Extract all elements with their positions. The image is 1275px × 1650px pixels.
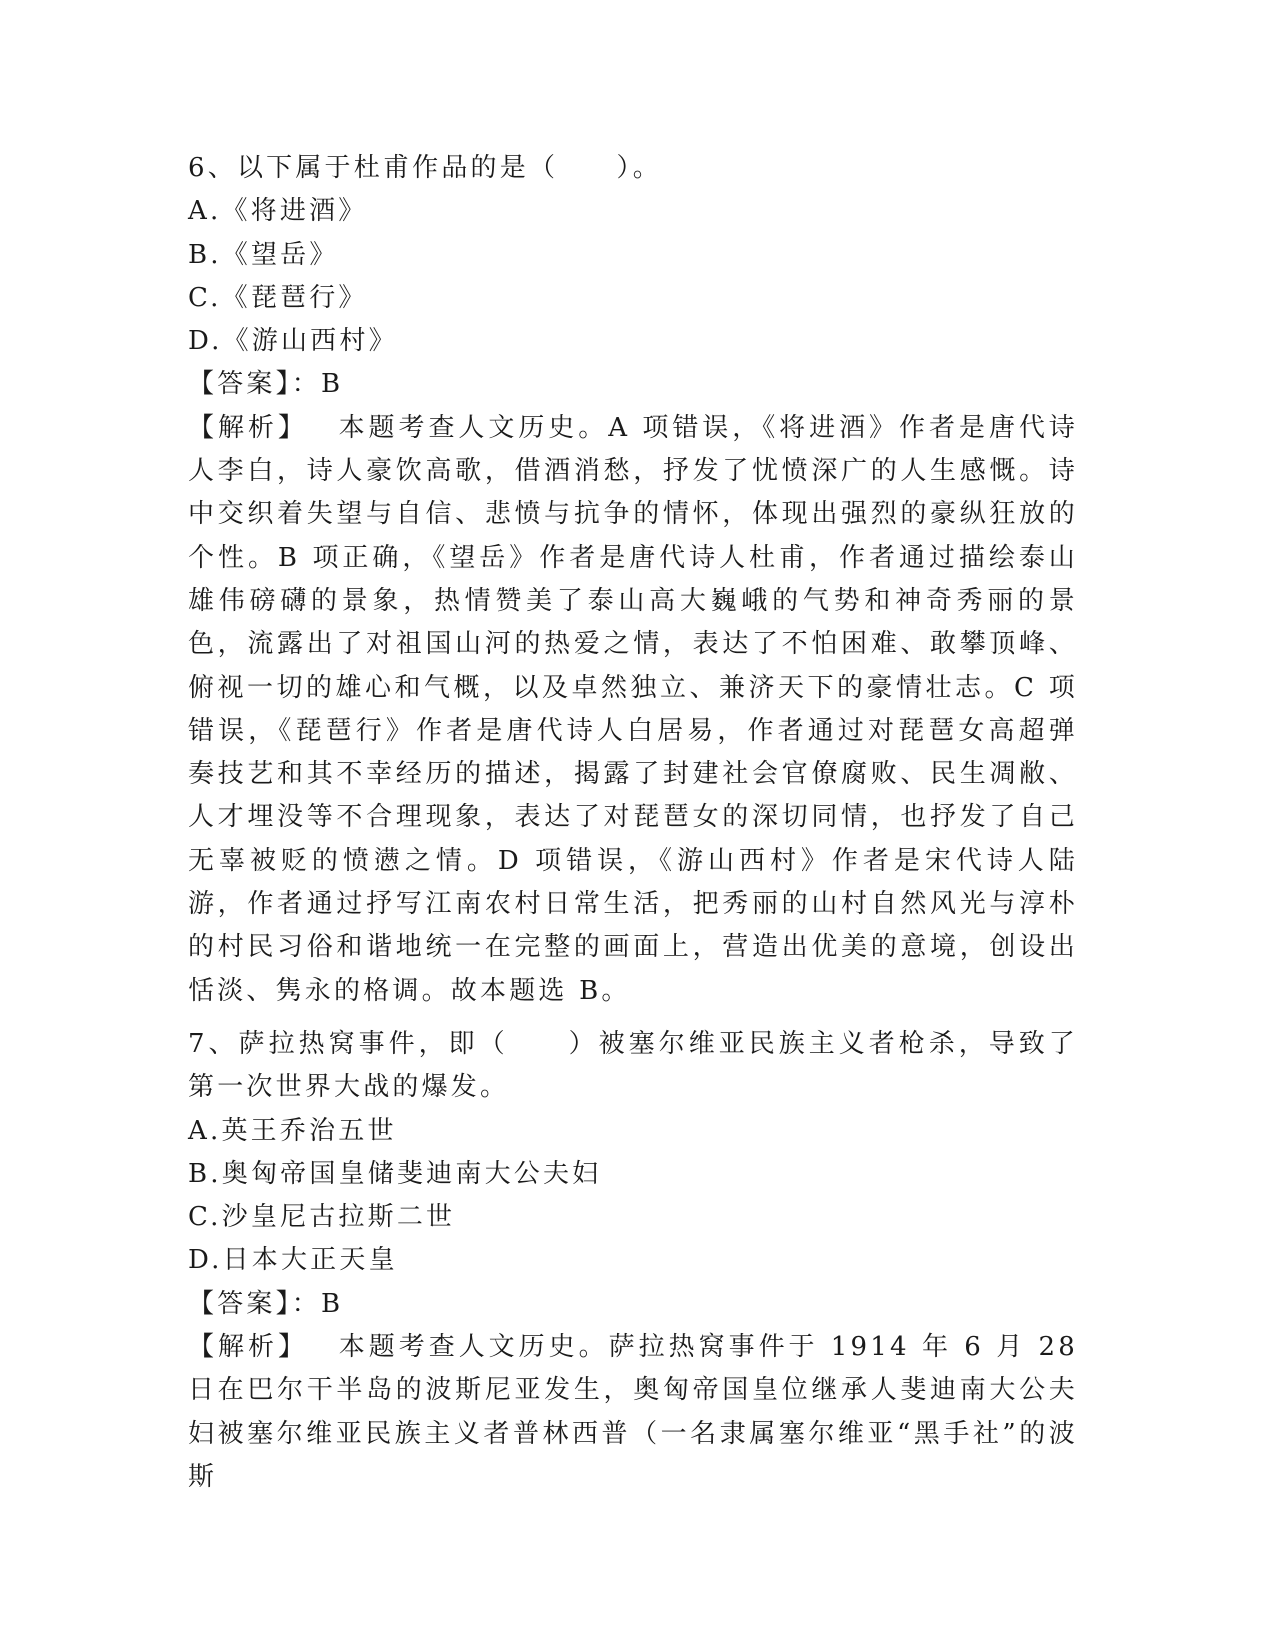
question-6 [188,147,1078,1013]
option-c: C.《琵琶行》 [188,282,368,313]
explanation [188,407,1078,1013]
explanation-label: 【解析】 [188,412,308,443]
explanation-label: 【解析】 [188,1332,308,1363]
option-d: D.日本大正天皇 [188,1245,398,1276]
explanation-text: 本题考查人文历史。A 项错误，《将进酒》作者是唐代诗人李白，诗人豪饮高歌，借酒消愁，抒发了忧愤深广的人生感慨。诗中交织着失望与自信、悲愤与抗争的情怀，体现出强烈的豪纵狂放的个性。B 项正确，《望岳》作者是唐代诗人杜甫，作者通过描绘泰山雄伟磅礴的景象，热情赞美了泰山高大巍峨的气势和神奇秀丽的景色，流露出了对祖国山河的热爱之情，表达了不怕困难、敢攀顶峰、俯视一切的雄心和气概，以及卓然独立、兼济天下的豪情壮志。C 项错误，《琵琶行》作者是唐代诗人白居易，作者通过对琵琶女高超弹奏技艺和其不幸经历的描述，揭露了封建社会官僚腐败、民生凋敝、人才埋没等不合理现象，表达了对琵琶女的深切同情，也抒发了自己无辜被贬的愤懑之情。D 项错误，《游山西村》作者是宋代诗人陆游，作者通过抒写江南农村日常生活，把秀丽的山村自然风光与淳朴的村民习俗和谐地统一在完整的画面上，营造出优美的意境，创设出恬淡、隽永的格调。故本题选 B。 [188,412,1078,1006]
question-stem: 7、萨拉热窝事件，即（ ）被塞尔维亚民族主义者枪杀，导致了第一次世界大战的爆发。 [188,1028,1078,1103]
answer-line: 【答案】：B [188,1288,344,1319]
question-stem: 6、以下属于杜甫作品的是（ ）。 [188,153,662,183]
option-b: B.《望岳》 [188,239,339,270]
option-b: B.奥匈帝国皇储斐迪南大公夫妇 [188,1158,602,1189]
document-content [188,147,1078,1499]
answer-line: 【答案】：B [188,369,344,400]
option-a: A.英王乔治五世 [188,1115,397,1146]
explanation [188,1326,1078,1499]
explanation-text: 本题考查人文历史。萨拉热窝事件于 1914 年 6 月 28 日在巴尔干半岛的波斯尼亚发生，奥匈帝国皇位继承人斐迪南大公夫妇被塞尔维亚民族主义者普林西普（一名隶属塞尔维亚“黑手社”的波斯 [188,1332,1078,1492]
option-a: A.《将进酒》 [188,196,368,227]
question-7 [188,1023,1078,1499]
option-d: D.《游山西村》 [188,326,398,357]
option-c: C.沙皇尼古拉斯二世 [188,1202,456,1233]
